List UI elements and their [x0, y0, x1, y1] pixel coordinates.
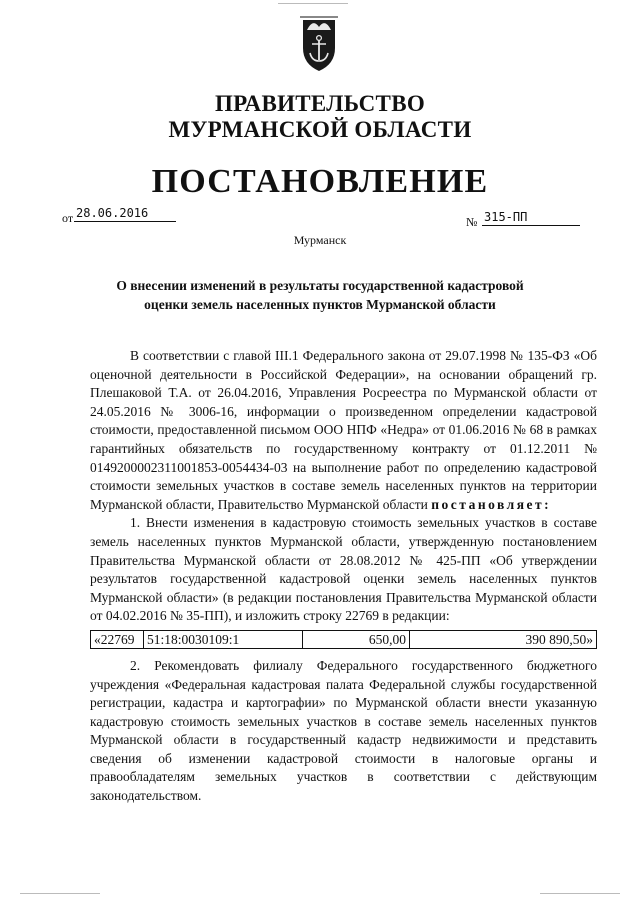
- scan-mark-top: [278, 3, 348, 4]
- document-subject: [80, 276, 560, 314]
- date-prefix: от: [62, 211, 74, 225]
- preamble-text: В соответствии с главой III.1 Федерального закона от 29.07.1998 № 135-ФЗ «Об оценочной деятельности в Российской Федерации», на основании обращений гр. Плешаковой Т.А. от 26.04.2016, Управления Росреестра по Мурманской области от 24.05.2016 № 3006-16, информации о произведенном определении кадастровой стоимости, предоставленной письмом ООО НПФ «Недра» от 01.06.2016 № 68 в рамках гарантийных обязательств по государственному контракту от 01.12.2011 № 0149200002311001853-0054434-03 на выполнение работ по определению кадастровой стоимости земельных участков в составе земель населенных пунктов на территории Мурманской области, Правительство Мурманской области: [90, 348, 597, 512]
- document-type-title: ПОСТАНОВЛЕНИЕ: [151, 163, 489, 200]
- government-title-line2: МУРМАНСКОЙ ОБЛАСТИ: [168, 117, 472, 142]
- cadastral-number-cell: 51:18:0030109:1: [144, 630, 303, 648]
- subject-line1: О внесении изменений в результаты государственной кадастровой: [116, 278, 524, 293]
- document-number: 315-ПП: [482, 209, 580, 226]
- row-number-cell: «22769: [91, 630, 144, 648]
- scan-mark-bottom-left: [20, 893, 100, 894]
- document-body: [90, 347, 597, 806]
- paragraph-preamble: [90, 347, 597, 514]
- city-name: Мурманск: [293, 233, 347, 247]
- number-prefix: №: [466, 215, 478, 229]
- government-title-line1: ПРАВИТЕЛЬСТВО: [214, 91, 426, 116]
- scan-mark-bottom-right: [540, 893, 620, 894]
- document-date: 28.06.2016: [74, 205, 176, 222]
- cadastral-row-table: [90, 630, 597, 649]
- subject-line2: оценки земель населенных пунктов Мурманской области: [144, 297, 496, 312]
- resolves-keyword: постановляет:: [431, 496, 552, 512]
- table-row: [91, 630, 597, 648]
- value2-cell: 390 890,50»: [410, 630, 597, 648]
- value1-cell: 650,00: [303, 630, 410, 648]
- paragraph-item-2: 2. Рекомендовать филиалу Федерального государственного бюджетного учреждения «Федеральная кадастровая палата Федеральной службы государственной регистрации, кадастра и картографии» по Мурманской области внести указанную кадастровую стоимость земельных участков в составе земель населенных пунктов Мурманской области в государственный кадастр недвижимости и представить сведения об изменении кадастровой стоимости в налоговые органы и правообладателям земельных участков в соответствии с действующим законодательством.: [90, 657, 597, 804]
- murmansk-coat-of-arms-icon: [297, 14, 341, 74]
- paragraph-item-1: 1. Внести изменения в кадастровую стоимость земельных участков в составе земель населенных пунктов Мурманской области, утвержденную постановлением Правительства Мурманской области от 28.08.2012 № 425-ПП «Об утверждении результатов государственной кадастровой оценки земель населенных пунктов Мурманской области» (в редакции постановления Правительства Мурманской области от 04.02.2016 № 35-ПП), и изложить строку 22769 в редакции:: [90, 515, 597, 624]
